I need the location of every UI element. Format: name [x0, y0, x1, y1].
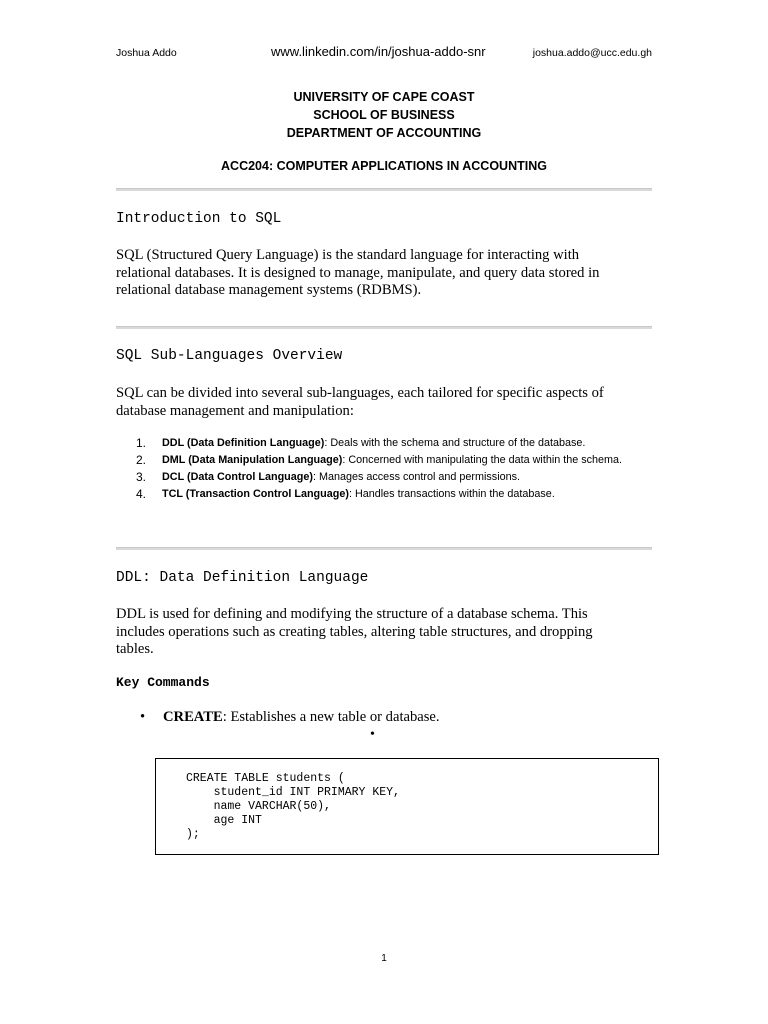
intro-line: relational databases. It is designed to manage, manipulate, and query data stored in: [116, 264, 600, 281]
section-divider: [116, 326, 652, 329]
page-header: [116, 44, 652, 64]
ddl-line: tables.: [116, 641, 154, 657]
list-term: DDL (Data Definition Language): [162, 437, 325, 449]
bullet-dot: •: [140, 709, 146, 725]
empty-bullet-dot: •: [370, 727, 375, 742]
code-block: [155, 758, 659, 855]
section-divider: [116, 188, 652, 191]
sublang-line: SQL can be divided into several sub-languages, each tailored for specific aspects of: [116, 385, 604, 401]
list-item: [136, 487, 636, 503]
list-desc: : Handles transactions within the database.: [348, 488, 555, 500]
key-commands-heading: Key Commands: [116, 675, 210, 690]
list-item: [136, 470, 636, 486]
sublang-line: database management and manipulation:: [116, 402, 354, 419]
list-desc: : Deals with the schema and structure of the database.: [324, 437, 586, 449]
list-term: DML (Data Manipulation Language): [162, 454, 343, 466]
list-term: DCL (Data Control Language): [162, 471, 313, 483]
ddl-line: DDL is used for defining and modifying the structure of a database schema. This: [116, 606, 588, 622]
department-name: DEPARTMENT OF ACCOUNTING: [286, 126, 482, 140]
list-term: TCL (Transaction Control Language): [162, 488, 349, 500]
ddl-line: includes operations such as creating tables, altering table structures, and dropping: [116, 623, 593, 640]
school-name: SCHOOL OF BUSINESS: [313, 108, 455, 122]
list-item: [136, 453, 636, 469]
list-number: 1.: [136, 436, 147, 450]
author-name: Joshua Addo: [116, 47, 177, 59]
section-divider: [116, 547, 652, 550]
page-number: 1: [381, 953, 387, 964]
intro-heading: Introduction to SQL: [116, 211, 282, 227]
intro-line: SQL (Structured Query Language) is the standard language for interacting with: [116, 247, 580, 263]
course-title: ACC204: COMPUTER APPLICATIONS IN ACCOUNTING: [221, 159, 547, 173]
bullet-term: CREATE: [163, 709, 223, 725]
ddl-heading: DDL: Data Definition Language: [116, 570, 369, 586]
list-desc: : Manages access control and permissions.: [312, 471, 521, 483]
sublang-paragraph: [116, 385, 652, 420]
list-number: 2.: [136, 453, 147, 467]
author-email[interactable]: joshua.addo@ucc.edu.gh: [532, 47, 652, 59]
ddl-paragraph: [116, 606, 652, 659]
sublang-heading: SQL Sub-Languages Overview: [116, 348, 343, 364]
intro-paragraph: [116, 247, 652, 300]
sublanguage-list: [136, 436, 636, 504]
institution-block: [0, 88, 768, 142]
intro-line: relational database management systems (RDBMS).: [116, 282, 422, 298]
code-content: CREATE TABLE students ( student_id INT PRIMARY KEY, name VARCHAR(50), age INT );: [186, 772, 400, 841]
list-number: 3.: [136, 470, 147, 484]
list-number: 4.: [136, 487, 147, 501]
list-desc: : Concerned with manipulating the data within the schema.: [342, 454, 623, 466]
linkedin-link[interactable]: www.linkedin.com/in/joshua-addo-snr: [271, 44, 486, 59]
bullet-desc: : Establishes a new table or database.: [222, 709, 440, 725]
list-item: [136, 436, 636, 452]
university-name: UNIVERSITY OF CAPE COAST: [293, 90, 475, 104]
